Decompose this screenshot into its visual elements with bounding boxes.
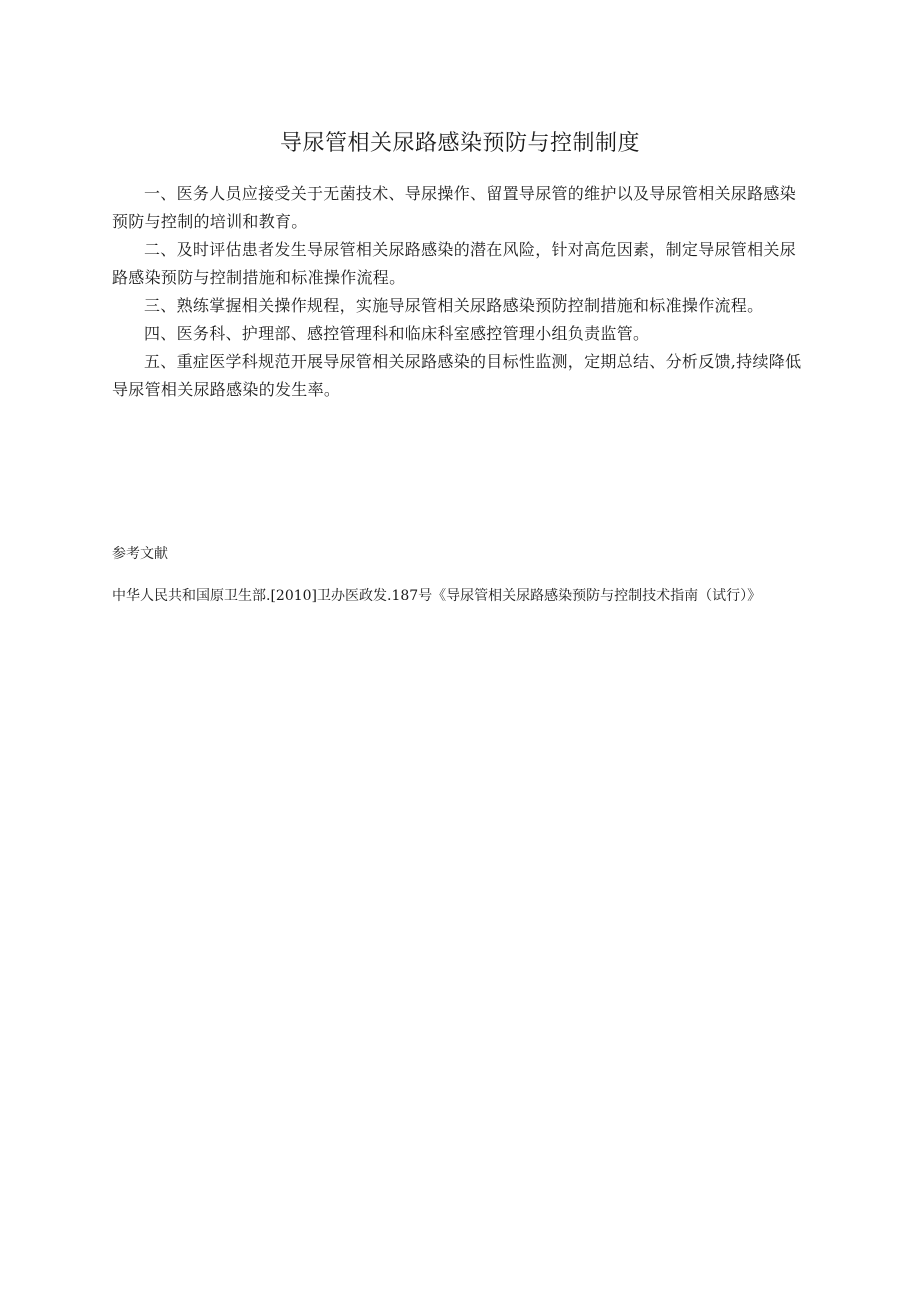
document-title: 导尿管相关尿路感染预防与控制制度 [279,131,640,156]
paragraph-2: 二、及时评估患者发生导尿管相关尿路感染的潜在风险，针对高危因素，制定导尿管相关尿路感染预防与控制措施和标准操作流程。 [112,240,797,287]
references-section [112,542,812,614]
references-heading: 参考文献 [112,546,168,562]
reference-item: 中华人民共和国原卫生部.[2010]卫办医政发.187号《导尿管相关尿路感染预防与控制技术指南（试行）》 [112,588,762,604]
document-body [112,180,812,404]
paragraph-5: 五、重症医学科规范开展导尿管相关尿路感染的目标性监测，定期总结、分析反馈,持续降低导尿管相关尿路感染的发生率。 [112,352,802,399]
paragraph-1: 一、医务人员应接受关于无菌技术、导尿操作、留置导尿管的维护以及导尿管相关尿路感染预防与控制的培训和教育。 [112,184,797,231]
paragraph-4: 四、医务科、护理部、感控管理科和临床科室感控管理小组负责监管。 [144,324,650,343]
paragraph-3: 三、熟练掌握相关操作规程，实施导尿管相关尿路感染预防控制措施和标准操作流程。 [144,296,764,315]
